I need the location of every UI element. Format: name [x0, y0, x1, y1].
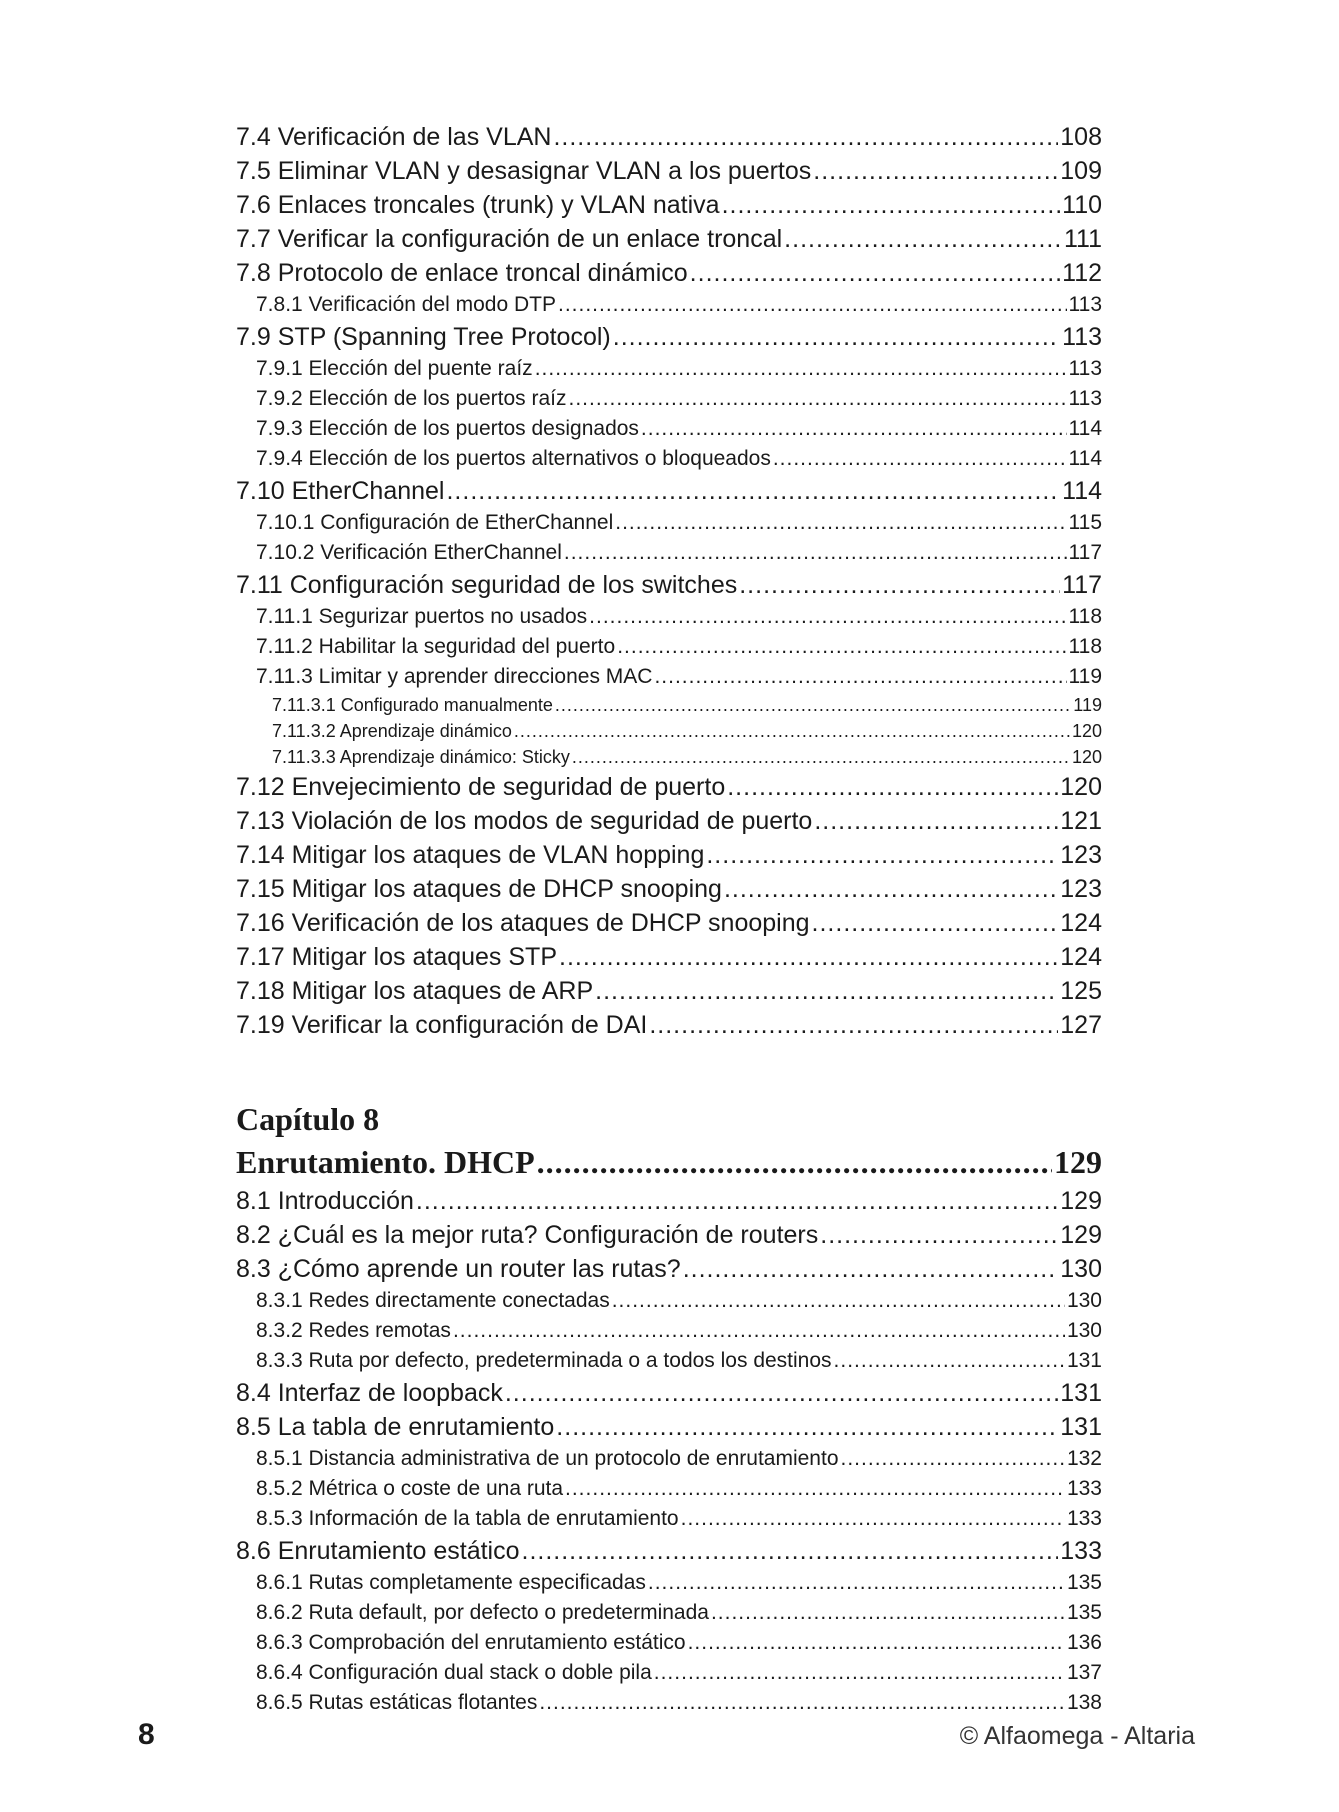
- toc-leader-dots: [589, 602, 1066, 632]
- toc-entry-page: 135: [1066, 1571, 1102, 1594]
- toc-entry-page: 111: [1063, 225, 1102, 253]
- toc-entry: [236, 872, 1102, 906]
- toc-entry: [236, 1534, 1102, 1568]
- toc-entry: [236, 906, 1102, 940]
- toc-entry-page: 114: [1068, 417, 1102, 440]
- toc-entry-page: 129: [1060, 1221, 1102, 1249]
- toc-entry: [236, 384, 1102, 414]
- toc-entry: [236, 188, 1102, 222]
- toc-entry: [236, 1286, 1102, 1316]
- toc-entry-page: 130: [1066, 1319, 1102, 1342]
- toc-entry-page: 131: [1060, 1379, 1102, 1407]
- toc-entry-title: 7.9.3 Elección de los puertos designados: [256, 417, 639, 440]
- toc-entry-page: 129: [1060, 1187, 1102, 1215]
- toc-entry-title: 8.6.1 Rutas completamente especificadas: [256, 1571, 646, 1594]
- toc-entry-title: 7.11 Configuración seguridad de los switches: [236, 571, 738, 599]
- toc-entry: [236, 1504, 1102, 1534]
- toc-entry-page: 117: [1062, 571, 1102, 599]
- toc-entry-title: 7.6 Enlaces troncales (trunk) y VLAN nativa: [236, 191, 720, 219]
- toc-entry-page: 127: [1060, 1011, 1102, 1039]
- toc-entry-page: 119: [1068, 665, 1102, 688]
- toc-entry-title: 8.3.3 Ruta por defecto, predeterminada o a todos los destinos: [256, 1349, 832, 1372]
- toc-entry-page: 117: [1068, 541, 1102, 564]
- toc-entry-page: 130: [1066, 1289, 1102, 1312]
- toc-leader-dots: [814, 804, 1058, 838]
- toc-entry-title: 7.18 Mitigar los ataques de ARP: [236, 977, 594, 1005]
- toc-entry: [236, 1218, 1102, 1252]
- toc-entry-title: 8.2 ¿Cuál es la mejor ruta? Configuración de routers: [236, 1221, 819, 1249]
- toc-leader-dots: [559, 940, 1058, 974]
- toc-entry-page: 125: [1060, 977, 1102, 1005]
- toc-entry-page: 120: [1071, 747, 1102, 767]
- toc-entry-page: 109: [1060, 157, 1102, 185]
- toc-entry: [236, 354, 1102, 384]
- toc-leader-dots: [727, 770, 1058, 804]
- toc-entry-title: 7.10 EtherChannel: [236, 477, 445, 505]
- toc-entry-page: 113: [1068, 293, 1102, 316]
- toc-entry-title: 7.9.1 Elección del puente raíz: [256, 357, 533, 380]
- toc-entry: [236, 744, 1102, 770]
- toc-leader-dots: [690, 256, 1060, 290]
- toc-leader-dots: [649, 1008, 1058, 1042]
- chapter-number: Capítulo 8: [236, 1101, 380, 1137]
- toc-leader-dots: [572, 744, 1070, 770]
- toc-entry-title: 7.4 Verificación de las VLAN: [236, 123, 552, 151]
- toc-leader-dots: [569, 384, 1067, 414]
- toc-entry-page: 124: [1060, 943, 1102, 971]
- toc-entry-title: 7.11.3 Limitar y aprender direcciones MAC: [256, 665, 653, 688]
- toc-entry: [236, 508, 1102, 538]
- toc-entry-title: 7.13 Violación de los modos de seguridad de puerto: [236, 807, 813, 835]
- chapter-title-entry: [236, 1140, 1102, 1184]
- toc-entry-title: 8.3 ¿Cómo aprende un router las rutas?: [236, 1255, 681, 1283]
- toc-leader-dots: [564, 538, 1067, 568]
- toc-leader-dots: [641, 414, 1067, 444]
- toc-entry: [236, 838, 1102, 872]
- toc-leader-dots: [615, 508, 1066, 538]
- toc-entry: [236, 974, 1102, 1008]
- toc-leader-dots: [555, 692, 1071, 718]
- publisher-credit: © Alfaomega - Altaria: [959, 1722, 1195, 1750]
- toc-entry-page: 135: [1066, 1601, 1102, 1624]
- toc-leader-dots: [834, 1346, 1065, 1376]
- toc-entry: [236, 1658, 1102, 1688]
- toc-entry: [236, 568, 1102, 602]
- toc-leader-dots: [722, 188, 1061, 222]
- toc-leader-dots: [539, 1688, 1065, 1718]
- toc-entry-title: 8.3.1 Redes directamente conectadas: [256, 1289, 610, 1312]
- toc-entry: [236, 718, 1102, 744]
- toc-entry: [236, 1316, 1102, 1346]
- toc-leader-dots: [739, 568, 1060, 602]
- toc-entry-page: 112: [1062, 259, 1102, 287]
- toc-leader-dots: [522, 1534, 1059, 1568]
- toc-entry-page: 124: [1060, 909, 1102, 937]
- toc-leader-dots: [595, 974, 1058, 1008]
- toc-entry: [236, 120, 1102, 154]
- toc-leader-dots: [648, 1568, 1065, 1598]
- toc-entry-page: 133: [1060, 1537, 1102, 1565]
- toc-entry-page: 121: [1060, 807, 1102, 835]
- toc-entry-page: 137: [1066, 1661, 1102, 1684]
- toc-entry: [236, 1346, 1102, 1376]
- toc-entry-page: 131: [1066, 1349, 1102, 1372]
- toc-leader-dots: [416, 1184, 1058, 1218]
- toc-entry-page: 138: [1066, 1691, 1102, 1714]
- toc-leader-dots: [711, 1598, 1065, 1628]
- toc-entry: [236, 632, 1102, 662]
- toc-leader-dots: [841, 1444, 1065, 1474]
- toc-leader-dots: [724, 872, 1058, 906]
- toc-leader-dots: [706, 838, 1058, 872]
- toc-entry: [236, 1008, 1102, 1042]
- toc-entry: [236, 320, 1102, 354]
- toc-entry-page: 108: [1060, 123, 1102, 151]
- toc-entry-page: 120: [1071, 721, 1102, 741]
- toc-entry: [236, 692, 1102, 718]
- toc-entry-title: 7.14 Mitigar los ataques de VLAN hopping: [236, 841, 705, 869]
- toc-entry-page: 133: [1066, 1477, 1102, 1500]
- toc-entry: [236, 1376, 1102, 1410]
- toc-entry-page: 113: [1062, 323, 1102, 351]
- toc-entry-title: 7.5 Eliminar VLAN y desasignar VLAN a los puertos: [236, 157, 812, 185]
- toc-leader-dots: [505, 1376, 1058, 1410]
- toc-section-chapter-7: [236, 120, 1102, 1042]
- toc-entry: [236, 602, 1102, 632]
- toc-entry-title: 8.5.2 Métrica o coste de una ruta: [256, 1477, 564, 1500]
- toc-entry-page: 115: [1068, 511, 1102, 534]
- toc-entry: [236, 538, 1102, 568]
- toc-entry-page: 114: [1062, 477, 1102, 505]
- chapter-title: Enrutamiento. DHCP: [236, 1144, 535, 1180]
- toc-entry-page: 113: [1068, 387, 1102, 410]
- toc-leader-dots: [565, 1474, 1065, 1504]
- toc-entry-title: 7.16 Verificación de los ataques de DHCP snooping: [236, 909, 810, 937]
- toc-entry-title: 8.6.2 Ruta default, por defecto o predeterminada: [256, 1601, 709, 1624]
- toc-leader-dots: [612, 1286, 1065, 1316]
- toc-entry: [236, 1410, 1102, 1444]
- toc-entry: [236, 414, 1102, 444]
- toc-entry-page: 131: [1060, 1413, 1102, 1441]
- toc-entry: [236, 444, 1102, 474]
- toc-entry-page: 130: [1060, 1255, 1102, 1283]
- toc-entry-title: 7.17 Mitigar los ataques STP: [236, 943, 557, 971]
- toc-entry: [236, 154, 1102, 188]
- toc-entry-page: 118: [1068, 605, 1102, 628]
- toc-entry-page: 114: [1068, 447, 1102, 470]
- toc-leader-dots: [453, 1316, 1065, 1346]
- toc-leader-dots: [784, 222, 1062, 256]
- toc-leader-dots: [654, 662, 1066, 692]
- toc-entry-page: 132: [1066, 1447, 1102, 1470]
- toc-entry-title: 8.6.4 Configuración dual stack o doble pila: [256, 1661, 652, 1684]
- toc-leader-dots: [553, 120, 1058, 154]
- toc-entry: [236, 1252, 1102, 1286]
- toc-leader-dots: [681, 1504, 1065, 1534]
- toc-entry-title: 7.12 Envejecimiento de seguridad de puerto: [236, 773, 726, 801]
- toc-entry-title: 7.11.3.2 Aprendizaje dinámico: [272, 721, 512, 741]
- toc-leader-dots: [820, 1218, 1058, 1252]
- toc-entry-title: 8.4 Interfaz de loopback: [236, 1379, 503, 1407]
- toc-entry-page: 113: [1068, 357, 1102, 380]
- toc-entry-title: 7.9.2 Elección de los puertos raíz: [256, 387, 567, 410]
- toc-entry: [236, 1598, 1102, 1628]
- toc-entry-title: 8.5.1 Distancia administrativa de un protocolo de enrutamiento: [256, 1447, 839, 1470]
- toc-entry-title: 8.3.2 Redes remotas: [256, 1319, 451, 1342]
- toc-entry: [236, 804, 1102, 838]
- toc-entry-title: 7.8.1 Verificación del modo DTP: [256, 293, 556, 316]
- toc-leader-dots: [812, 906, 1059, 940]
- toc-entry: [236, 662, 1102, 692]
- toc-entry-title: 8.6 Enrutamiento estático: [236, 1537, 520, 1565]
- toc-leader-dots: [535, 354, 1067, 384]
- toc-entry-title: 7.9.4 Elección de los puertos alternativos o bloqueados: [256, 447, 771, 470]
- toc-entry-title: 7.11.3.1 Configurado manualmente: [272, 695, 553, 715]
- toc-entry: [236, 222, 1102, 256]
- toc-leader-dots: [613, 320, 1060, 354]
- toc-entry-page: 123: [1060, 875, 1102, 903]
- toc-entry-title: 7.10.1 Configuración de EtherChannel: [256, 511, 614, 534]
- toc-leader-dots: [773, 444, 1067, 474]
- toc-entry: [236, 1628, 1102, 1658]
- toc-entry-page: 133: [1066, 1507, 1102, 1530]
- toc-entry: [236, 1444, 1102, 1474]
- toc-leader-dots: [556, 1410, 1058, 1444]
- toc-entry: [236, 1474, 1102, 1504]
- toc-leader-dots: [514, 718, 1070, 744]
- toc-entry-title: 8.1 Introducción: [236, 1187, 414, 1215]
- toc-entry-page: 110: [1062, 191, 1102, 219]
- toc-leader-dots: [537, 1140, 1052, 1184]
- toc-entry-title: 7.10.2 Verificación EtherChannel: [256, 541, 562, 564]
- toc-leader-dots: [813, 154, 1058, 188]
- toc-entry-page: 123: [1060, 841, 1102, 869]
- toc-entry-page: 120: [1060, 773, 1102, 801]
- toc-entry-title: 7.15 Mitigar los ataques de DHCP snooping: [236, 875, 722, 903]
- toc-entry-title: 7.19 Verificar la configuración de DAI: [236, 1011, 648, 1039]
- toc-entry: [236, 1184, 1102, 1218]
- chapter-8-section: [236, 1098, 1102, 1718]
- toc-entry-page: 119: [1073, 695, 1102, 715]
- toc-leader-dots: [683, 1252, 1059, 1286]
- page-number: 8: [138, 1718, 155, 1751]
- toc-entry-title: 7.11.2 Habilitar la seguridad del puerto: [256, 635, 616, 658]
- toc-entry: [236, 1688, 1102, 1718]
- toc-entry-title: 8.6.5 Rutas estáticas flotantes: [256, 1691, 538, 1714]
- toc-leader-dots: [617, 632, 1066, 662]
- toc-entry-title: 7.11.1 Segurizar puertos no usados: [256, 605, 588, 628]
- toc-entry-title: 8.6.3 Comprobación del enrutamiento estático: [256, 1631, 686, 1654]
- toc-leader-dots: [558, 290, 1067, 320]
- toc-leader-dots: [688, 1628, 1065, 1658]
- toc-entry-page: 136: [1066, 1631, 1102, 1654]
- toc-entry-title: 7.9 STP (Spanning Tree Protocol): [236, 323, 611, 351]
- toc-entry-title: 7.7 Verificar la configuración de un enlace troncal: [236, 225, 783, 253]
- toc-entry-title: 7.8 Protocolo de enlace troncal dinámico: [236, 259, 688, 287]
- toc-entry: [236, 770, 1102, 804]
- toc-leader-dots: [654, 1658, 1065, 1688]
- toc-entry: [236, 256, 1102, 290]
- toc-entry: [236, 1568, 1102, 1598]
- toc-section-chapter-8: [236, 1184, 1102, 1718]
- toc-entry-title: 8.5 La tabla de enrutamiento: [236, 1413, 555, 1441]
- toc-entry-page: 118: [1068, 635, 1102, 658]
- chapter-page: 129: [1054, 1144, 1102, 1180]
- toc-entry: [236, 474, 1102, 508]
- toc-entry: [236, 290, 1102, 320]
- toc-leader-dots: [446, 474, 1060, 508]
- toc-entry-title: 8.5.3 Información de la tabla de enrutamiento: [256, 1507, 679, 1530]
- toc-entry-title: 7.11.3.3 Aprendizaje dinámico: Sticky: [272, 747, 570, 767]
- toc-entry: [236, 940, 1102, 974]
